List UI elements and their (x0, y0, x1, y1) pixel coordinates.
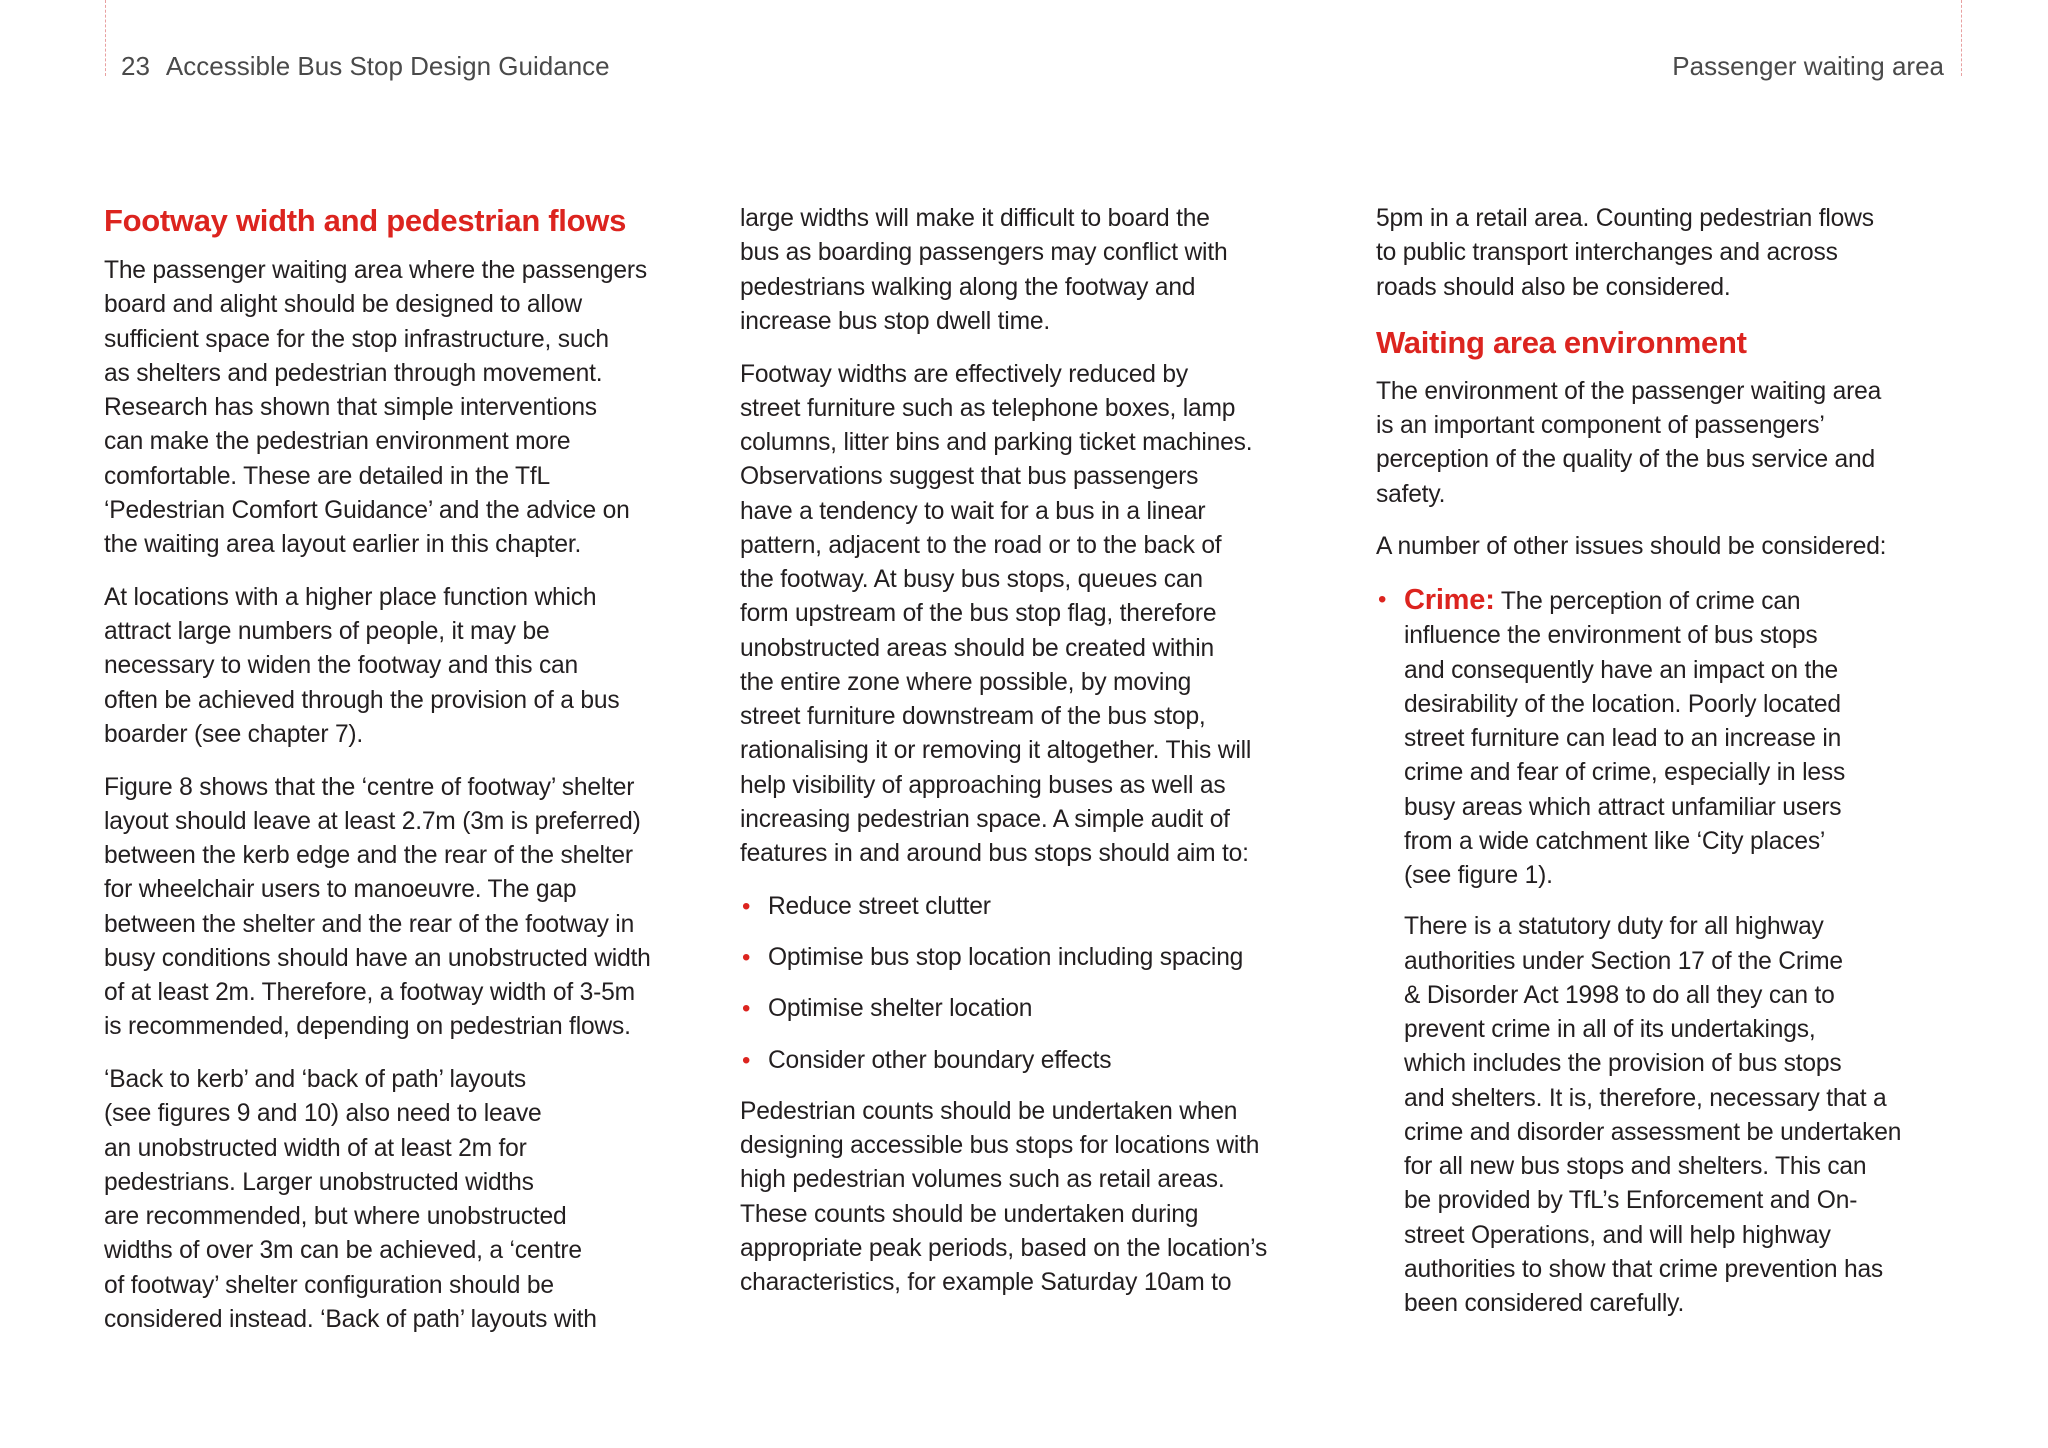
text-line: bus as boarding passengers may conflict with (740, 239, 1228, 267)
text-line: Optimise shelter location (768, 995, 1033, 1023)
text-line: considered instead. ‘Back of path’ layouts with (104, 1305, 597, 1333)
text-line: ‘Back to kerb’ and ‘back of path’ layouts (104, 1066, 526, 1093)
text-line: busy areas which attract unfamiliar users (1404, 793, 1842, 821)
bullet-lead: Crime: (1404, 584, 1495, 616)
text-line: for all new bus stops and shelters. This can (1404, 1153, 1867, 1180)
text-line-content: The perception of crime can (1500, 588, 1801, 615)
text-line: the waiting area layout earlier in this chapter. (104, 531, 582, 558)
text-line: (see figures 9 and 10) also need to leave (104, 1100, 542, 1128)
text-line: pedestrians walking along the footway and (740, 273, 1196, 301)
text-line: form upstream of the bus stop flag, therefore (740, 600, 1217, 628)
bullet-item (740, 941, 1340, 975)
text-line: and shelters. It is, therefore, necessary that a (1404, 1084, 1887, 1112)
paragraph (1376, 530, 1976, 564)
text-line: for wheelchair users to manoeuvre. The gap (104, 876, 577, 904)
text-line: busy conditions should have an unobstructed width (104, 944, 651, 972)
text-line: is an important component of passengers’ (1376, 412, 1825, 439)
text-line: large widths will make it difficult to board the (740, 205, 1210, 232)
text-line: At locations with a higher place function which (104, 583, 597, 611)
text-line: ‘Pedestrian Comfort Guidance’ and the advice on (104, 496, 630, 524)
bullet-icon: • (1378, 586, 1387, 613)
text-line: to public transport interchanges and across (1376, 239, 1838, 267)
paragraph (740, 202, 1340, 339)
bullet-item (740, 1044, 1340, 1078)
text-line: boarder (see chapter 7). (104, 720, 364, 748)
text-line: influence the environment of bus stops (1404, 622, 1818, 650)
paragraph (1376, 202, 1976, 305)
text-line: features in and around bus stops should aim to: (740, 840, 1249, 867)
paragraph (104, 581, 704, 752)
document-title: Accessible Bus Stop Design Guidance (165, 51, 610, 81)
text-line: which includes the provision of bus stops (1404, 1050, 1842, 1078)
text-line: the footway. At busy bus stops, queues can (740, 566, 1203, 593)
text-line: comfortable. These are detailed in the TfL (104, 462, 550, 490)
text-line: roads should also be considered. (1376, 273, 1731, 301)
bullet-icon: • (742, 1046, 751, 1074)
section-heading: Footway width and pedestrian flows (104, 203, 627, 238)
text-line: high pedestrian volumes such as retail areas. (740, 1166, 1225, 1194)
text-line: These counts should be undertaken during (740, 1200, 1199, 1228)
text-line: layout should leave at least 2.7m (3m is preferred) (104, 807, 641, 835)
paragraph (740, 1095, 1340, 1301)
text-line: are recommended, but where unobstructed (104, 1203, 567, 1230)
text-line: perception of the quality of the bus service and (1376, 446, 1875, 474)
text-line: been considered carefully. (1404, 1290, 1685, 1317)
text-line: street furniture can lead to an increase in (1404, 725, 1842, 752)
text-line: board and alight should be designed to allow (104, 291, 582, 319)
text-line: as shelters and pedestrian through movement. (104, 359, 603, 387)
text-line: increase bus stop dwell time. (740, 307, 1050, 335)
text-line: widths of over 3m can be achieved, a ‘centre (104, 1237, 582, 1265)
section-heading: Waiting area environment (1376, 325, 1747, 361)
text-line: Observations suggest that bus passengers (740, 463, 1199, 491)
text-line: is recommended, depending on pedestrian flows. (104, 1013, 631, 1041)
text-line: an unobstructed width of at least 2m for (104, 1134, 527, 1162)
text-line: crime and disorder assessment be undertaken (1404, 1118, 1902, 1146)
text-line: from a wide catchment like ‘City places’ (1404, 827, 1826, 855)
column-3 (1376, 202, 1976, 1340)
text-line: Consider other boundary effects (768, 1046, 1112, 1074)
text-line: appropriate peak periods, based on the location’s (740, 1234, 1268, 1262)
crop-mark-right (1961, 0, 1962, 76)
text-line: street furniture such as telephone boxes, lamp (740, 394, 1236, 422)
text-line: columns, litter bins and parking ticket machines. (740, 429, 1253, 456)
crop-mark-left (105, 0, 106, 76)
page-number: 23 (121, 51, 150, 81)
text-line: authorities to show that crime prevention has (1404, 1255, 1884, 1283)
text-line: The environment of the passenger waiting area (1376, 377, 1882, 405)
bullet-icon: • (742, 995, 751, 1023)
text-line: unobstructed areas should be created within (740, 634, 1215, 662)
text-line: designing accessible bus stops for locations with (740, 1132, 1260, 1159)
text-line: crime and fear of crime, especially in less (1404, 759, 1846, 787)
bullet-item (740, 890, 1340, 924)
text-line: Pedestrian counts should be undertaken when (740, 1097, 1238, 1125)
text-line: have a tendency to wait for a bus in a linear (740, 497, 1206, 525)
text-line: desirability of the location. Poorly located (1404, 690, 1841, 718)
text-line: prevent crime in all of its undertakings, (1404, 1016, 1816, 1043)
text-line: between the kerb edge and the rear of the shelter (104, 842, 633, 869)
text-line: help visibility of approaching buses as well as (740, 771, 1226, 799)
text-line: The passenger waiting area where the passengers (104, 257, 647, 284)
text-line: rationalising it or removing it altogether. This will (740, 737, 1252, 765)
text-line: of footway’ shelter configuration should be (104, 1271, 554, 1299)
text-line: street Operations, and will help highway (1404, 1221, 1831, 1249)
text-line: attract large numbers of people, it may be (104, 618, 550, 645)
text-line: pedestrians. Larger unobstructed widths (104, 1168, 534, 1196)
text-line: Optimise bus stop location including spacing (768, 944, 1244, 971)
column-1 (104, 201, 704, 1356)
paragraph (104, 1063, 704, 1337)
text-line: often be achieved through the provision of a bus (104, 686, 620, 714)
paragraph (104, 254, 704, 562)
text-line: street furniture downstream of the bus stop, (740, 703, 1206, 730)
bullet-item (740, 992, 1340, 1026)
text-line: be provided by TfL’s Enforcement and On- (1404, 1187, 1858, 1215)
text-line: authorities under Section 17 of the Crime (1404, 947, 1843, 975)
text-line: increasing pedestrian space. A simple audit of (740, 805, 1230, 833)
text-line: Research has shown that simple interventions (104, 394, 597, 421)
bullet-item (1376, 583, 1976, 893)
text-line: & Disorder Act 1998 to do all they can to (1404, 981, 1835, 1009)
text-line: necessary to widen the footway and this can (104, 652, 578, 680)
text-line: of at least 2m. Therefore, a footway width of 3-5m (104, 979, 635, 1006)
text-line: 5pm in a retail area. Counting pedestrian flows (1376, 205, 1874, 232)
text-line: (see figure 1). (1404, 862, 1553, 889)
text-line: Figure 8 shows that the ‘centre of footway’ shelter (104, 773, 635, 801)
text-line: There is a statutory duty for all highway (1404, 913, 1824, 941)
text-line: between the shelter and the rear of the footway in (104, 910, 635, 938)
running-header-left (121, 49, 610, 83)
text-line: can make the pedestrian environment more (104, 428, 571, 456)
bullet-icon: • (742, 892, 751, 920)
paragraph (740, 358, 1340, 872)
paragraph (104, 771, 704, 1045)
text-line: safety. (1376, 480, 1446, 508)
section-title: Passenger waiting area (1672, 51, 1944, 81)
paragraph (1376, 910, 1976, 1321)
text-line: pattern, adjacent to the road or to the back of (740, 531, 1222, 559)
text-line: the entire zone where possible, by moving (740, 668, 1192, 696)
text-line: sufficient space for the stop infrastructure, such (104, 325, 609, 353)
text-line: characteristics, for example Saturday 10am to (740, 1269, 1232, 1296)
text-line: A number of other issues should be considered: (1376, 533, 1887, 561)
paragraph (1376, 375, 1976, 512)
text-line: Reduce street clutter (768, 892, 991, 920)
column-2 (740, 202, 1340, 1319)
text-line (1404, 583, 1976, 619)
text-line: Footway widths are effectively reduced by (740, 360, 1188, 388)
bullet-icon: • (742, 944, 751, 971)
text-line: and consequently have an impact on the (1404, 656, 1839, 684)
